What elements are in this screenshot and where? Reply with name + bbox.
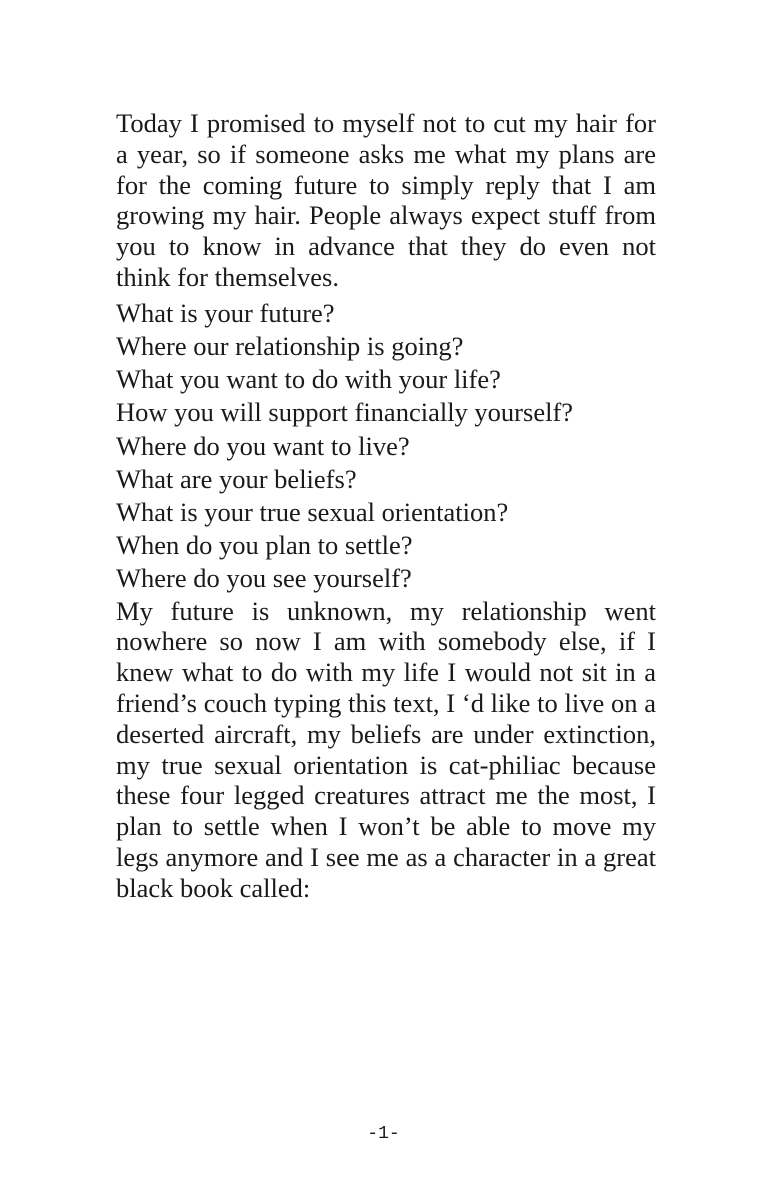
- body-text: [116, 108, 656, 904]
- question-list: [116, 297, 656, 596]
- question-line: What you want to do with your life?: [116, 364, 501, 395]
- intro-paragraph: Today I promised to myself not to cut my hair for a year, so if someone asks me what my plans are for the coming future to simply reply that I am growing my hair. People always expect stuff from you to know in advance that they do even not think for themselves.: [116, 108, 656, 292]
- answer-paragraph: My future is unknown, my relationship went nowhere so now I am with somebody else, if I knew what to do with my life I would not sit in a friend’s couch typing this text, I ‘d like to live on a deserted aircraft, my beliefs are under extinction, my true sexual orientation is cat-philiac because these four legged creatures attract me the most, I plan to settle when I won’t be able to move my legs anymore and I see me as a character in a great black book called:: [116, 595, 656, 903]
- question-line: Where do you see yourself?: [116, 563, 412, 594]
- question-line: What are your beliefs?: [116, 463, 357, 494]
- question-line: When do you plan to settle?: [116, 530, 413, 561]
- page-number: -1-: [367, 1124, 400, 1144]
- question-line: What is your future?: [116, 297, 335, 328]
- question-line: Where our relationship is going?: [116, 330, 464, 361]
- question-line: Where do you want to live?: [116, 430, 410, 461]
- question-line: What is your true sexual orientation?: [116, 497, 509, 527]
- question-line: How you will support financially yourself?: [116, 397, 574, 428]
